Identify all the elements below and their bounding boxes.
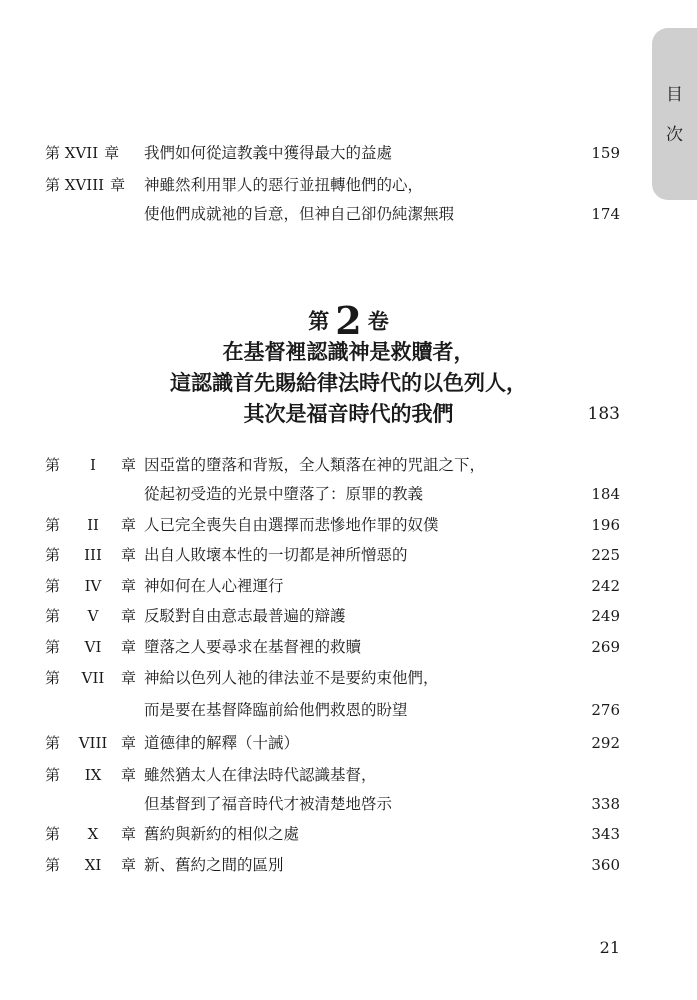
page-number: 360 — [591, 856, 620, 874]
chapter-title-cont: 使他們成就祂的旨意，但神自己卻仍純潔無瑕 — [144, 205, 455, 223]
page-number: 159 — [591, 144, 620, 162]
page-number: 174 — [591, 205, 620, 223]
chapter-title: 墮落之人要尋求在基督裡的救贖 — [144, 638, 362, 656]
chapter-title: 新、舊約之間的區別 — [144, 856, 284, 874]
page-number: 292 — [591, 734, 620, 752]
page-number: 249 — [591, 607, 620, 625]
chapter-label: 第 VII 章 — [45, 669, 137, 687]
page-number: 276 — [591, 701, 620, 719]
page-number: 184 — [591, 485, 620, 503]
chapter-label: 第 X 章 — [45, 825, 137, 843]
volume-number: 2 — [335, 298, 362, 343]
chapter-label: 第 V 章 — [45, 607, 137, 625]
chapter-title: 出自人敗壞本性的一切都是神所憎惡的 — [144, 546, 408, 564]
chapter-title: 人已完全喪失自由選擇而悲慘地作罪的奴僕 — [144, 516, 439, 534]
chapter-title: 反駁對自由意志最普遍的辯護 — [144, 607, 346, 625]
volume-title-line: 其次是福音時代的我們 — [243, 401, 454, 426]
chapter-label: 第 XVIII 章 — [45, 176, 126, 194]
folio-page-number: 21 — [599, 938, 620, 957]
chapter-title: 神雖然利用罪人的惡行並扭轉他們的心， — [144, 176, 424, 194]
chapter-title: 舊約與新約的相似之處 — [144, 825, 300, 843]
section-tab[interactable] — [652, 28, 697, 200]
volume-heading: 第 2 卷 — [308, 298, 389, 343]
tab-char: 目 — [666, 85, 683, 105]
chapter-label: 第 XI 章 — [45, 856, 137, 874]
volume-title-line: 這認識首先賜給律法時代的以色列人， — [170, 370, 527, 395]
chapter-label: 第 VI 章 — [45, 638, 137, 656]
chapter-label: 第 IX 章 — [45, 766, 137, 784]
tab-char: 次 — [666, 125, 683, 145]
chapter-title-cont: 但基督到了福音時代才被清楚地啓示 — [144, 795, 393, 813]
chapter-label: 第 II 章 — [45, 516, 137, 534]
page-number: 338 — [591, 795, 620, 813]
chapter-title: 雖然猶太人在律法時代認識基督， — [144, 766, 377, 784]
chapter-title: 因亞當的墮落和背叛，全人類落在神的咒詛之下， — [144, 456, 486, 474]
page-number: 269 — [591, 638, 620, 656]
chapter-title-cont: 從起初受造的光景中墮落了：原罪的教義 — [144, 485, 424, 503]
chapter-title: 道德律的解釋（十誡） — [144, 734, 300, 752]
volume-title-line: 在基督裡認識神是救贖者， — [222, 339, 475, 364]
chapter-title: 神給以色列人祂的律法並不是要約束他們， — [144, 669, 439, 687]
chapter-label: 第 XVII 章 — [45, 144, 120, 162]
volume-page-number: 183 — [587, 404, 620, 424]
page-number: 196 — [591, 516, 620, 534]
page-number: 225 — [591, 546, 620, 564]
chapter-label: 第 III 章 — [45, 546, 137, 564]
page-number: 242 — [591, 577, 620, 595]
chapter-label: 第 I 章 — [45, 456, 137, 474]
chapter-label: 第 VIII 章 — [45, 734, 137, 752]
chapter-label: 第 IV 章 — [45, 577, 137, 595]
chapter-title: 神如何在人心裡運行 — [144, 577, 284, 595]
page-number: 343 — [591, 825, 620, 843]
chapter-title: 我們如何從這教義中獲得最大的益處 — [144, 144, 393, 162]
chapter-title-cont: 而是要在基督降臨前給他們救恩的盼望 — [144, 701, 408, 719]
